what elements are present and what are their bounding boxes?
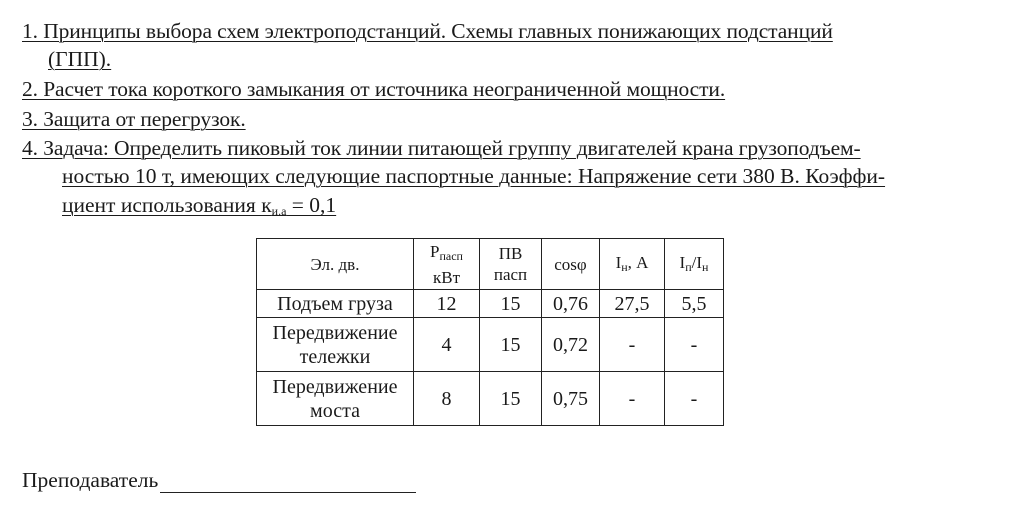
question-2: 2. Расчет тока короткого замыкания от источника неограниченной мощности. [22,77,726,101]
table-row [257,290,724,318]
cell-ratio: 5,5 [665,290,724,318]
cell-name: Передвижение тележки [257,318,414,372]
question-1-cont: (ГПП). [48,47,112,71]
cell-duty: 15 [480,290,542,318]
motor-data-table [256,238,724,426]
cell-ratio: - [665,372,724,426]
cell-power: 8 [414,372,480,426]
signature-field[interactable] [160,472,416,493]
cell-current: 27,5 [600,290,665,318]
cell-cos: 0,72 [542,318,600,372]
cell-duty: 15 [480,372,542,426]
cell-current: - [600,318,665,372]
header-current: $I_н$, А [600,239,665,290]
cell-duty: 15 [480,318,542,372]
question-4-cont: ностью 10 т, имеющих следующие паспортные данные: Напряжение сети 380 В. Коэффи- [62,164,886,188]
cell-power: 12 [414,290,480,318]
question-4-cont2: циент использования $к_{и.а} = 0,1$ [62,193,337,218]
question-4: 4. Задача: Определить пиковый ток линии питающей группу двигателей крана грузоподъем- [22,136,861,160]
header-cos: cosφ [542,239,600,290]
cell-cos: 0,76 [542,290,600,318]
question-3: 3. Защита от перегрузок. [22,107,246,131]
signature-line [22,468,416,493]
cell-ratio: - [665,318,724,372]
cell-power: 4 [414,318,480,372]
header-ratio: $I_п/I_н$ [665,239,724,290]
table-header-row [257,239,724,290]
signature-label: Преподаватель [22,468,159,492]
cell-current: - [600,372,665,426]
cell-cos: 0,75 [542,372,600,426]
cell-name: Передвижение моста [257,372,414,426]
header-power: $P_{пасп}$ кВт [414,239,480,290]
question-1: 1. Принципы выбора схем электроподстанций. Схемы главных понижающих подстанций [22,19,833,43]
header-motor: Эл. дв. [257,239,414,290]
table-row [257,372,724,426]
header-duty: ПВ пасп [480,239,542,290]
cell-name: Подъем груза [257,290,414,318]
table-row [257,318,724,372]
